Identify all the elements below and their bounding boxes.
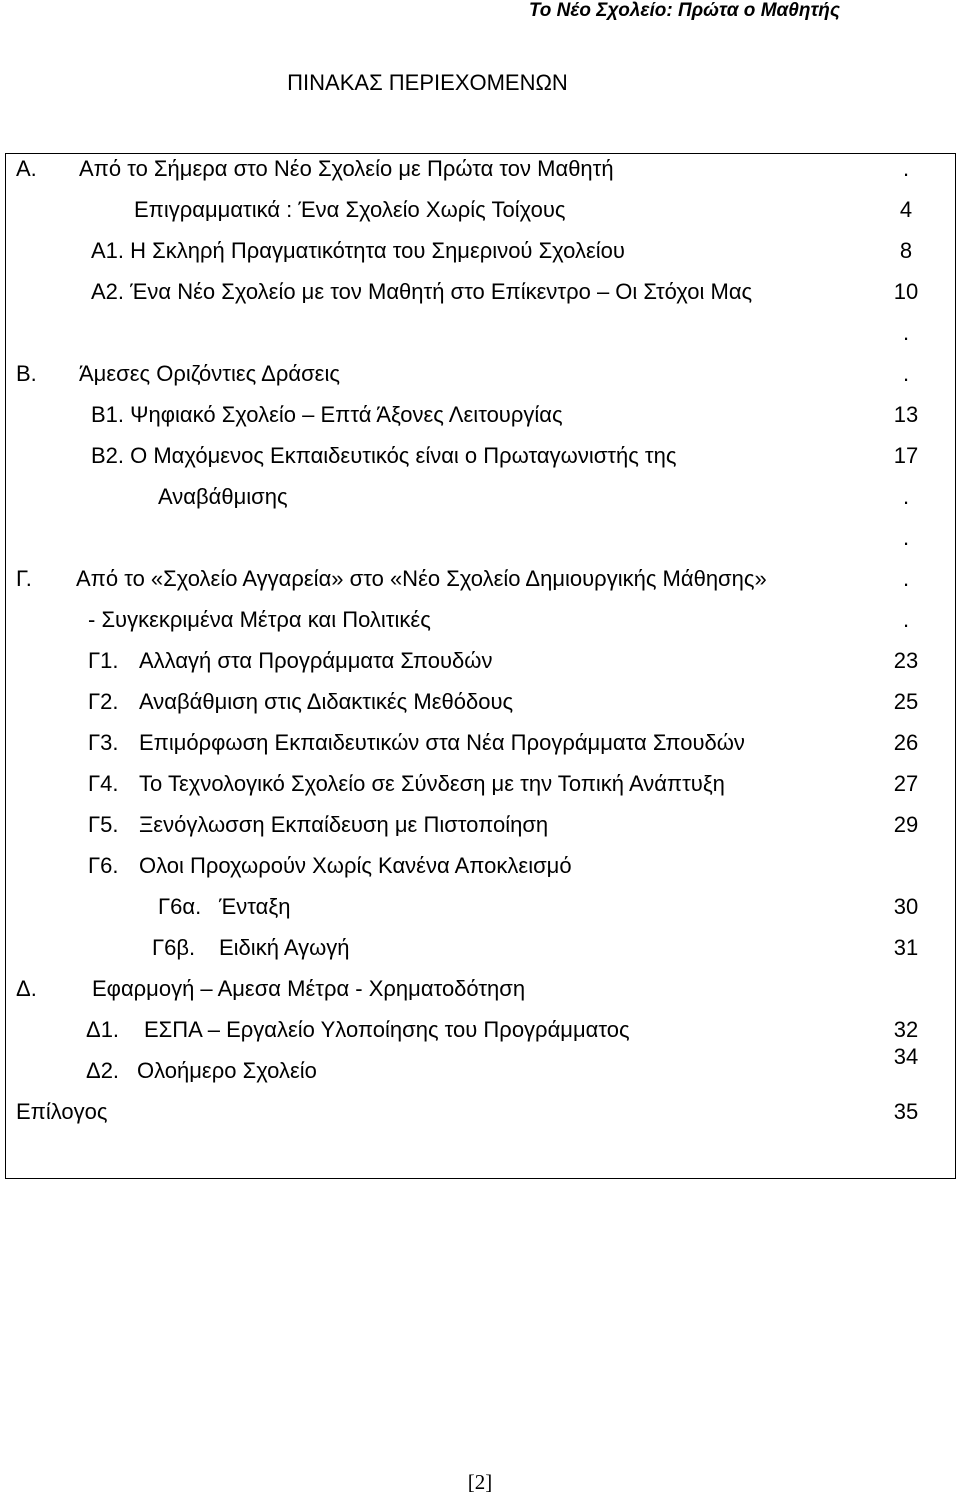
toc-row	[6, 810, 955, 840]
toc-text: Α2. Ένα Νέο Σχολείο με τον Μαθητή στο Επίκεντρο – Οι Στόχοι Μας	[91, 279, 753, 304]
toc-row	[6, 277, 955, 307]
toc-label: Γ2.	[88, 689, 119, 714]
toc-label: Δ2.	[86, 1058, 120, 1083]
toc-text: Εφαρμογή – Αμεσα Μέτρα - Χρηματοδότηση	[92, 976, 526, 1001]
page-number: [2]	[467, 1470, 493, 1494]
toc-row	[6, 1015, 955, 1045]
toc-page: 13	[893, 402, 919, 427]
toc-page: 17	[893, 443, 919, 468]
toc-label: Α.	[16, 156, 37, 181]
toc-text: Επιμόρφωση Εκπαιδευτικών στα Νέα Προγράμματα Σπουδών	[139, 730, 745, 755]
toc-row	[6, 687, 955, 717]
toc-page: .	[902, 525, 910, 550]
toc-label: Γ1.	[88, 648, 119, 673]
toc-row	[6, 1044, 955, 1086]
toc-row	[6, 400, 955, 430]
toc-row	[6, 892, 955, 922]
table-of-contents	[5, 153, 956, 1179]
toc-row	[6, 154, 955, 184]
toc-page: 31	[893, 935, 919, 960]
toc-text: Ειδική Αγωγή	[219, 935, 350, 960]
toc-row	[6, 1097, 955, 1127]
toc-row	[6, 851, 955, 881]
toc-page: .	[902, 361, 910, 386]
toc-text: Από το «Σχολείο Αγγαρεία» στο «Νέο Σχολείο Δημιουργικής Μάθησης»	[76, 566, 767, 591]
toc-row	[6, 236, 955, 266]
running-header: Το Νέο Σχολείο: Πρώτα ο Μαθητής	[528, 0, 840, 21]
toc-row	[6, 564, 955, 594]
toc-label: Γ5.	[88, 812, 119, 837]
toc-page: 34	[893, 1044, 919, 1069]
toc-text: Ξενόγλωσση Εκπαίδευση με Πιστοποίηση	[139, 812, 549, 837]
toc-text: Άμεσες Οριζόντιες Δράσεις	[79, 361, 340, 386]
toc-page: 32	[893, 1017, 919, 1042]
toc-row	[6, 359, 955, 389]
toc-text: ΕΣΠΑ – Εργαλείο Υλοποίησης του Προγράμματος	[144, 1017, 630, 1042]
toc-row	[6, 646, 955, 676]
toc-row	[6, 933, 955, 963]
toc-page: 26	[893, 730, 919, 755]
toc-text: Ολοι Προχωρούν Χωρίς Κανένα Αποκλεισμό	[139, 853, 572, 878]
toc-page: .	[902, 484, 910, 509]
toc-row	[6, 728, 955, 758]
toc-text: Αλλαγή στα Προγράμματα Σπουδών	[139, 648, 493, 673]
toc-label: Γ6.	[88, 853, 119, 878]
toc-row	[6, 482, 955, 512]
toc-page: .	[902, 320, 910, 345]
toc-page: 4	[899, 197, 913, 222]
toc-text: Β1. Ψηφιακό Σχολείο – Επτά Άξονες Λειτουργίας	[91, 402, 563, 427]
toc-label: Γ3.	[88, 730, 119, 755]
toc-page: .	[902, 566, 910, 591]
toc-row	[6, 605, 955, 635]
toc-page: 35	[893, 1099, 919, 1124]
toc-page: 25	[893, 689, 919, 714]
toc-page: .	[902, 156, 910, 181]
toc-text: Επιγραμματικά : Ένα Σχολείο Χωρίς Τοίχους	[134, 197, 566, 222]
toc-text: Από το Σήμερα στο Νέο Σχολείο με Πρώτα τον Μαθητή	[79, 156, 614, 181]
toc-text: Αναβάθμιση στις Διδακτικές Μεθόδους	[139, 689, 514, 714]
toc-page: .	[902, 607, 910, 632]
toc-page: 29	[893, 812, 919, 837]
toc-text: Ένταξη	[219, 894, 291, 919]
toc-page: 8	[899, 238, 913, 263]
toc-page: 23	[893, 648, 919, 673]
toc-text: Β2. Ο Μαχόμενος Εκπαιδευτικός είναι ο Πρωταγωνιστής της	[91, 443, 677, 468]
toc-row	[6, 523, 955, 553]
toc-text: Αναβάθμισης	[158, 484, 288, 509]
toc-row	[6, 974, 955, 1004]
toc-text: Ολοήμερο Σχολείο	[137, 1058, 317, 1083]
toc-text: - Συγκεκριμένα Μέτρα και Πολιτικές	[88, 607, 431, 632]
toc-row	[6, 769, 955, 799]
toc-text: Α1. Η Σκληρή Πραγματικότητα του Σημερινού Σχολείου	[91, 238, 625, 263]
toc-label: Γ4.	[88, 771, 119, 796]
toc-row	[6, 318, 955, 348]
toc-row	[6, 195, 955, 225]
toc-page: 30	[893, 894, 919, 919]
toc-page: 10	[893, 279, 919, 304]
page-title: ΠΙΝΑΚΑΣ ΠΕΡΙΕΧΟΜΕΝΩΝ	[287, 70, 568, 95]
toc-text: Το Τεχνολογικό Σχολείο σε Σύνδεση με την Τοπική Ανάπτυξη	[139, 771, 725, 796]
toc-text: Επίλογος	[16, 1099, 108, 1124]
toc-label: Β.	[16, 361, 37, 386]
toc-page: 27	[893, 771, 919, 796]
toc-row	[6, 441, 955, 471]
toc-label: Δ.	[16, 976, 37, 1001]
toc-label: Γ.	[16, 566, 32, 591]
toc-label: Δ1.	[86, 1017, 120, 1042]
toc-label: Γ6α.	[158, 894, 202, 919]
toc-label: Γ6β.	[152, 935, 196, 960]
